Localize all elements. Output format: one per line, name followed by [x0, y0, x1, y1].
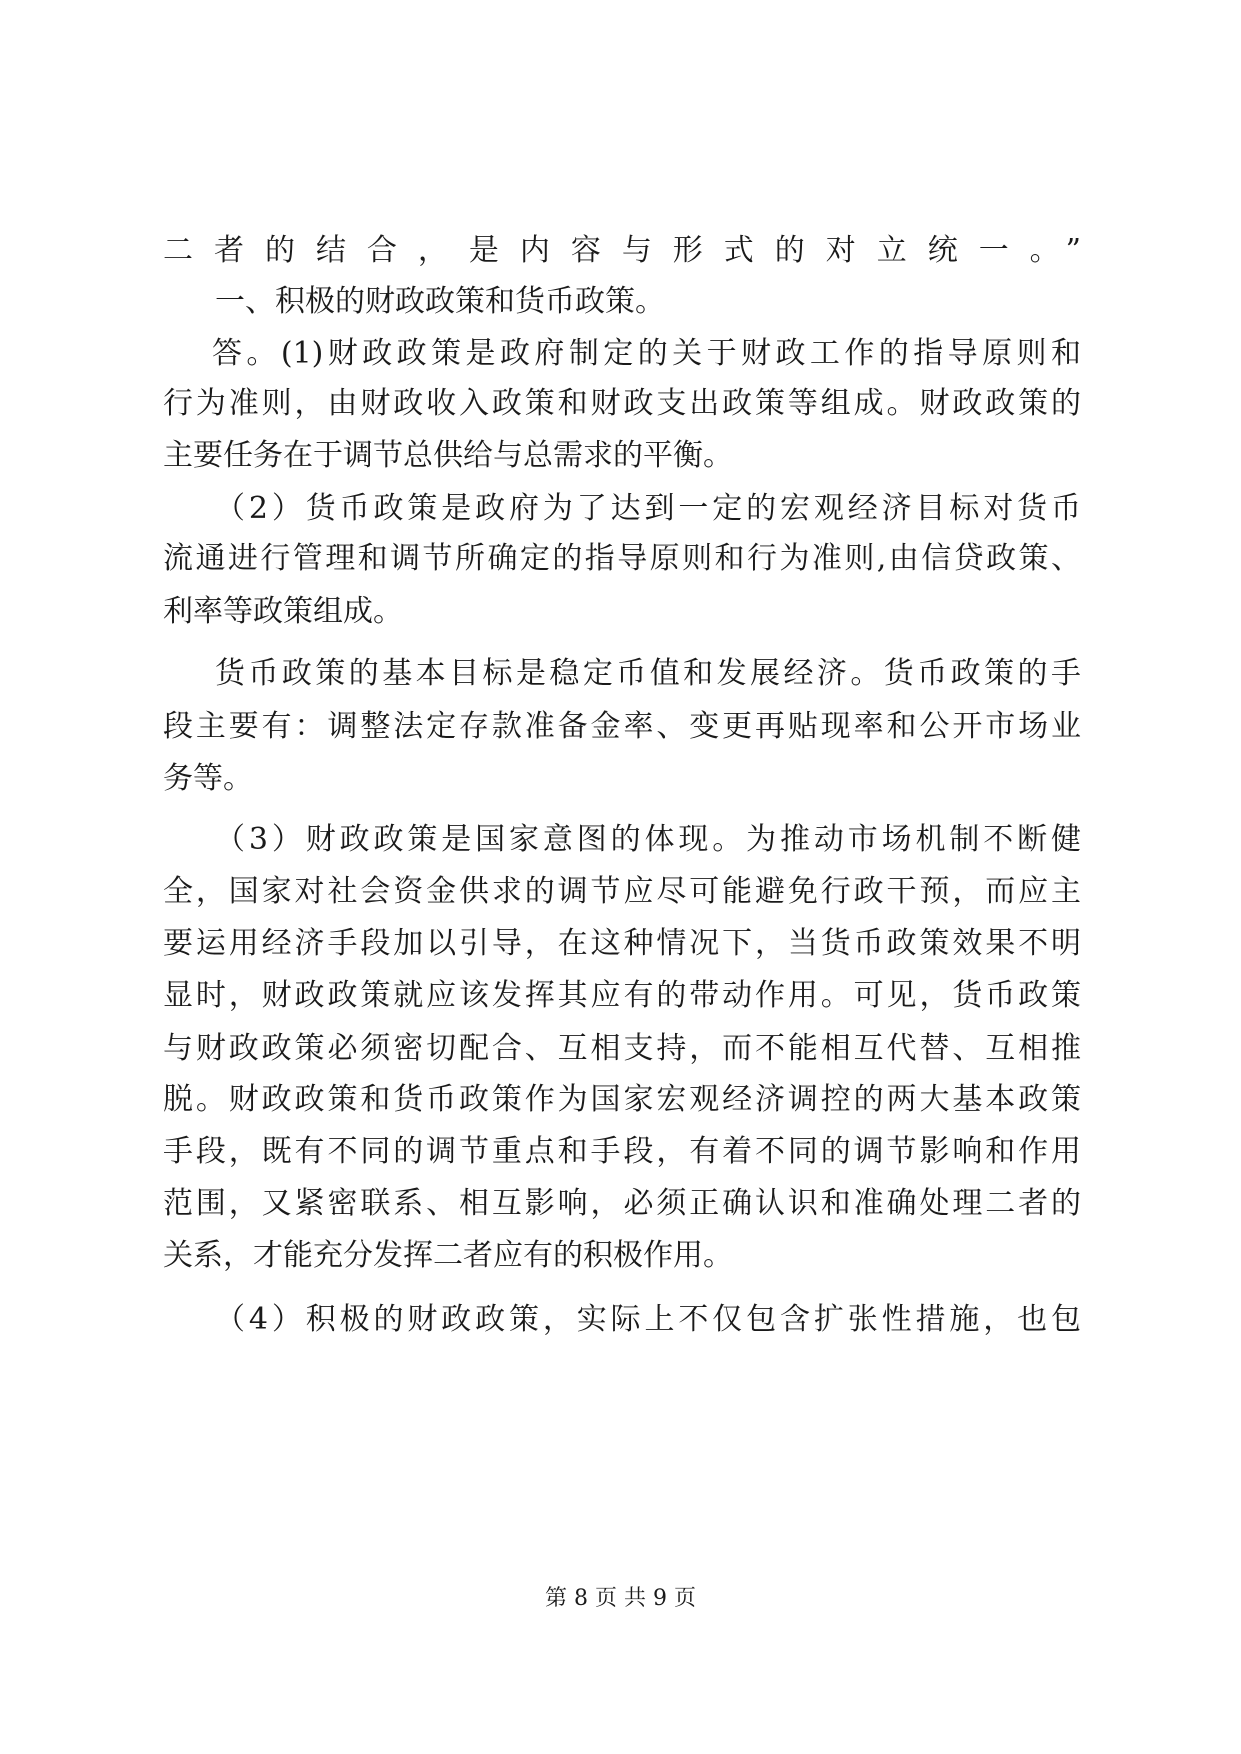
- text-line: 货币政策的基本目标是稳定币值和发展经济。货币政策的手: [215, 656, 1081, 691]
- section-heading: 一、积极的财政政策和货币政策。: [215, 284, 665, 319]
- text-line: （2）货币政策是政府为了达到一定的宏观经济目标对货币: [215, 491, 1081, 526]
- text-line: 流通进行管理和调节所确定的指导原则和行为准则,由信贷政策、: [163, 541, 1081, 576]
- text-line: （4）积极的财政政策，实际上不仅包含扩张性措施，也包: [215, 1302, 1081, 1337]
- page-number-footer: 第 8 页 共 9 页: [545, 1586, 696, 1611]
- text-line: 范围，又紧密联系、相互影响，必须正确认识和准确处理二者的: [163, 1186, 1081, 1221]
- text-line: 要运用经济手段加以引导，在这种情况下，当货币政策效果不明: [163, 926, 1081, 961]
- text-line: 务等。: [163, 761, 253, 796]
- text-line: 关系，才能充分发挥二者应有的积极作用。: [163, 1238, 733, 1273]
- text-line: 显时，财政政策就应该发挥其应有的带动作用。可见，货币政策: [163, 978, 1081, 1013]
- text-line: （3）财政政策是国家意图的体现。为推动市场机制不断健: [215, 822, 1081, 857]
- text-line: 主要任务在于调节总供给与总需求的平衡。: [163, 438, 733, 473]
- text-line: 与财政政策必须密切配合、互相支持，而不能相互代替、互相推: [163, 1031, 1081, 1066]
- text-line: 脱。财政政策和货币政策作为国家宏观经济调控的两大基本政策: [163, 1082, 1081, 1117]
- text-line: 段主要有：调整法定存款准备金率、变更再贴现率和公开市场业: [163, 709, 1081, 744]
- text-line: 全，国家对社会资金供求的调节应尽可能避免行政干预，而应主: [163, 874, 1081, 909]
- text-line: 手段，既有不同的调节重点和手段，有着不同的调节影响和作用: [163, 1134, 1081, 1169]
- text-line: 利率等政策组成。: [163, 594, 403, 629]
- text-line: 二者的结合，是内容与形式的对立统一。”: [163, 233, 1081, 268]
- text-line: 行为准则，由财政收入政策和财政支出政策等组成。财政政策的: [163, 386, 1081, 421]
- text-line: 答。(1)财政政策是政府制定的关于财政工作的指导原则和: [212, 336, 1081, 371]
